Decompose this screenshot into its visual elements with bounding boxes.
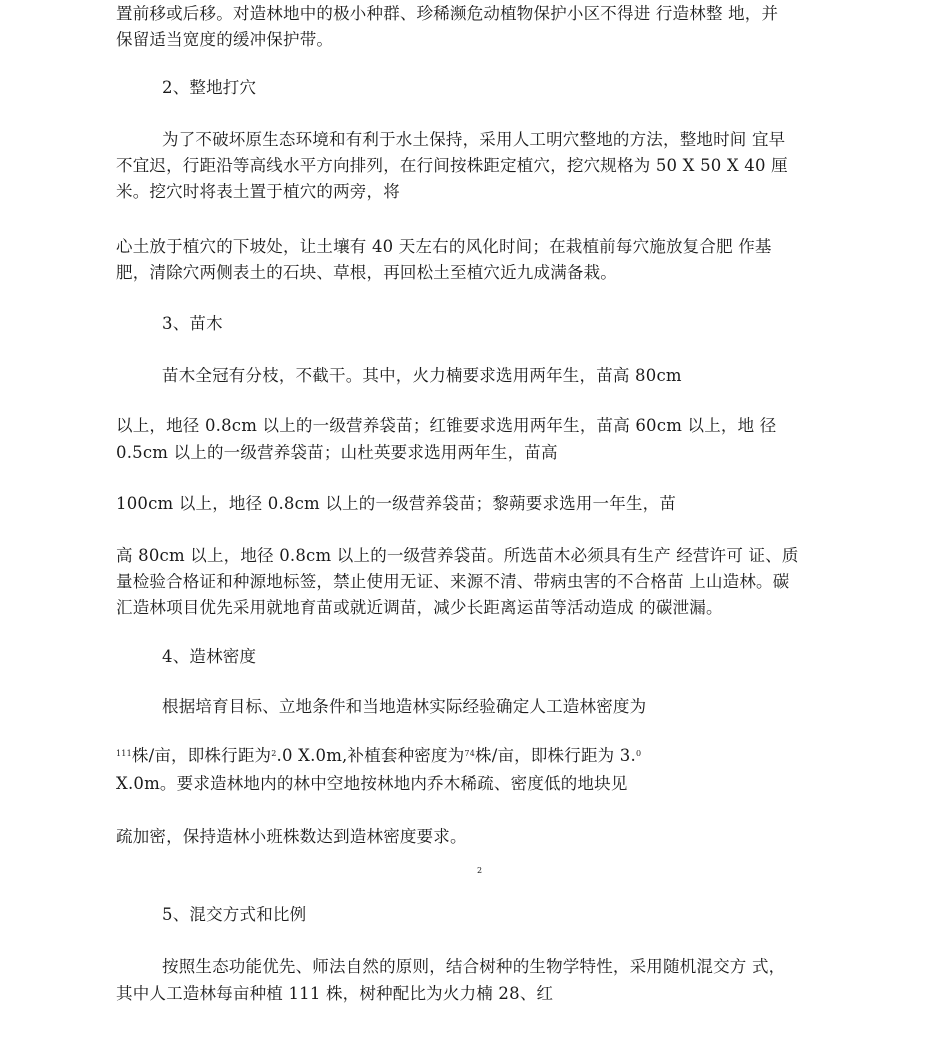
paragraph-line: 苗木全冠有分枝，不截干。其中，火力楠要求选用两年生，苗高 80cm	[162, 366, 682, 385]
paragraph-line: 高 80cm 以上，地径 0.8cm 以上的一级营养袋苗。所选苗木必须具有生产 经营许可 证、质	[116, 546, 799, 565]
paragraph-line: 汇造林项目优先采用就地育苗或就近调苗，减少长距离运苗等活动造成 的碳泄漏。	[116, 598, 723, 617]
paragraph-line: 疏加密，保持造林小班株数达到造林密度要求。	[116, 827, 467, 846]
paragraph-line: 其中人工造林每亩种植 111 株，树种配比为火力楠 28、红	[116, 984, 554, 1003]
section-heading-5: 5、混交方式和比例	[162, 905, 307, 924]
superscript-value: 0	[635, 749, 642, 758]
section-heading-3: 3、苗木	[162, 314, 223, 333]
page-number: 2	[477, 866, 483, 875]
paragraph-line: 量检验合格证和种源地标签，禁止使用无证、来源不清、带病虫害的不合格苗 上山造林。碳	[116, 572, 790, 591]
text-run: 株/亩，即株行距为	[131, 746, 272, 765]
paragraph-line: X.0m。要求造林地内的林中空地按林地内乔木稀疏、密度低的地块见	[116, 774, 628, 793]
paragraph-line: 根据培育目标、立地条件和当地造林实际经验确定人工造林密度为	[162, 697, 647, 716]
text-run: .0 X.0m,补植套种密度为	[276, 746, 465, 765]
paragraph-line: 100cm 以上，地径 0.8cm 以上的一级营养袋苗；黎蒴要求选用一年生，苗	[116, 494, 677, 513]
intro-line-1: 置前移或后移。对造林地中的极小种群、珍稀濒危动植物保护小区不得进 行造林整 地，并	[116, 4, 779, 23]
superscript-value: 74	[464, 749, 475, 758]
paragraph-line: 心土放于植穴的下坡处，让土壤有 40 天左右的风化时间；在栽植前每穴施放复合肥 作基	[116, 237, 772, 256]
section-heading-4: 4、造林密度	[162, 647, 257, 666]
paragraph-line: 以上，地径 0.8cm 以上的一级营养袋苗；红锥要求选用两年生，苗高 60cm 以上，地 径	[116, 416, 777, 435]
superscript-value: 2	[271, 749, 277, 758]
paragraph-line: 按照生态功能优先、师法自然的原则，结合树种的生物学特性，采用随机混交方 式，	[162, 957, 786, 976]
paragraph-line: 0.5cm 以上的一级营养袋苗；山杜英要求选用两年生，苗高	[116, 443, 558, 462]
section-heading-2: 2、整地打穴	[162, 78, 257, 97]
paragraph-line: 米。挖穴时将表土置于植穴的两旁，将	[116, 182, 400, 201]
superscript-value: 111	[116, 749, 132, 758]
paragraph-line-density	[116, 745, 641, 767]
paragraph-line: 不宜迟，行距沿等高线水平方向排列，在行间按株距定植穴，挖穴规格为 50 X 50 X 40 厘	[116, 156, 788, 175]
paragraph-line: 肥，清除穴两侧表土的石块、草根，再回松土至植穴近九成满备栽。	[116, 263, 617, 282]
text-run: 株/亩，即株行距为 3.	[475, 746, 636, 765]
intro-line-2: 保留适当宽度的缓冲保护带。	[116, 30, 334, 49]
paragraph-line: 为了不破坏原生态环境和有利于水土保持，采用人工明穴整地的方法，整地时间 宜早	[162, 130, 786, 149]
